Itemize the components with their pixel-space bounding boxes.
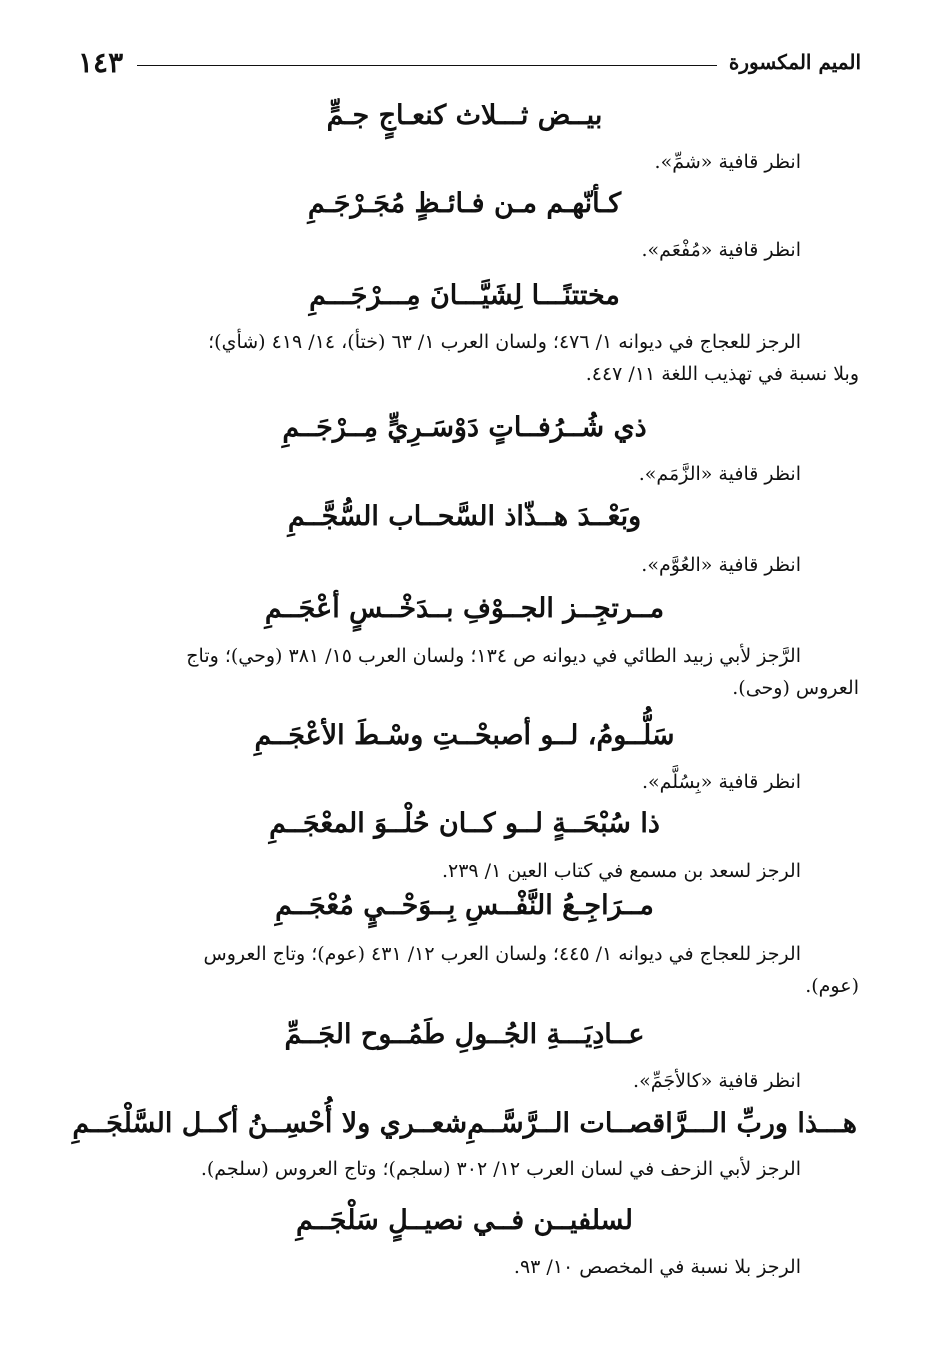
citation-note [72, 938, 859, 1002]
verse-line: بيــض ثـــلاث كنعـاجٍ جـمٍّ [326, 100, 603, 131]
verse-line: لسلفيــن فــي نصيــلٍ سَلْجَــمِ [296, 1205, 633, 1236]
verse-line: مــرتجِــز الجــوْفِ بــدَخْــسٍ أعْجَــمِ [264, 593, 665, 624]
header-rule [137, 65, 717, 66]
verse-line-two-hemistichs [72, 1108, 857, 1139]
verse-line: سَلُّــومُ، لــو أصبحْــتِ وسْـطَ الأعْجَــمِ [254, 720, 675, 751]
citation-note-line: (عوم). [805, 975, 859, 997]
citation-note: انظر قافية «شمِّ». [654, 151, 801, 173]
citation-note-line: الرجز للعجاج في ديوانه ١/ ٤٤٥؛ ولسان العرب ١٢/ ٤٣١ (عوم)؛ وتاج العروس [203, 943, 801, 965]
citation-note: انظر قافية «الزَّمَم». [638, 463, 801, 485]
citation-note [72, 640, 859, 704]
citation-note-line: العروس (وحى). [732, 677, 859, 699]
page-number: ١٤٣ [78, 45, 124, 79]
citation-note: انظر قافية «العُوَّم». [641, 554, 801, 576]
citation-note: الرجز لسعد بن مسمع في كتاب العين ١/ ٢٣٩. [441, 860, 801, 882]
verse-second-hemistich: شعــري ولا أُحْسِــنُ أكــل السَّلْجَــمِ [72, 1108, 468, 1139]
verse-first-hemistich: هـــذا وربِّ الـــرَّاقصــات الــرَّسَّــمِ [467, 1108, 857, 1139]
chapter-title: الميم المكسورة [728, 50, 861, 74]
citation-note-line: وبلا نسبة في تهذيب اللغة ١١/ ٤٤٧. [585, 363, 859, 385]
citation-note-line: الرجز للعجاج في ديوانه ١/ ٤٧٦؛ ولسان العرب ١/ ٦٣ (ختأ)، ١٤/ ٤١٩ (شأي)؛ [208, 331, 801, 353]
verse-line: مــرَاجِـعُ النَّفْــسِ بِــوَحْــيٍ مُعْجَــمِ [275, 890, 654, 921]
verse-line: عــادِيَـــةِ الجُــولِ طَمُــوح الجَــمِّ [284, 1019, 645, 1050]
verse-line: وبَعْــدَ هــذّاذ السَّحــاب السُّجَّــمِ [287, 501, 642, 532]
citation-note [72, 326, 859, 390]
citation-note: انظر قافية «مُفْعَم». [641, 239, 801, 261]
citation-note: الرجز بلا نسبة في المخصص ١٠/ ٩٣. [513, 1256, 801, 1278]
citation-note-line: الرَّجز لأبي زبيد الطائي في ديوانه ص ١٣٤؛ ولسان العرب ١٥/ ٣٨١ (وحي)؛ وتاج [186, 645, 801, 667]
verse-line: ذي شُــرُفــاتٍ دَوْسَـرِيٍّ مِــرْجَــمِ [282, 412, 647, 443]
verse-line: مختتنًـــا لِشَيَّـــانَ مِـــرْجَـــمِ [309, 280, 620, 311]
verse-line: ذا سُبْحَــةٍ لــو كــان حُلْــوَ المعْجَــمِ [269, 808, 660, 839]
citation-note: انظر قافية «كالأجَمِّ». [633, 1070, 801, 1092]
citation-note: انظر قافية «بِسُلَّم». [641, 771, 801, 793]
running-header [78, 42, 861, 82]
citation-note: الرجز لأبي الزحف في لسان العرب ١٢/ ٣٠٢ (سلجم)؛ وتاج العروس (سلجم). [200, 1158, 801, 1180]
verse-line: كـأنّهـم مـن فـائـظٍ مُجَـرْجَـمِ [307, 188, 622, 219]
